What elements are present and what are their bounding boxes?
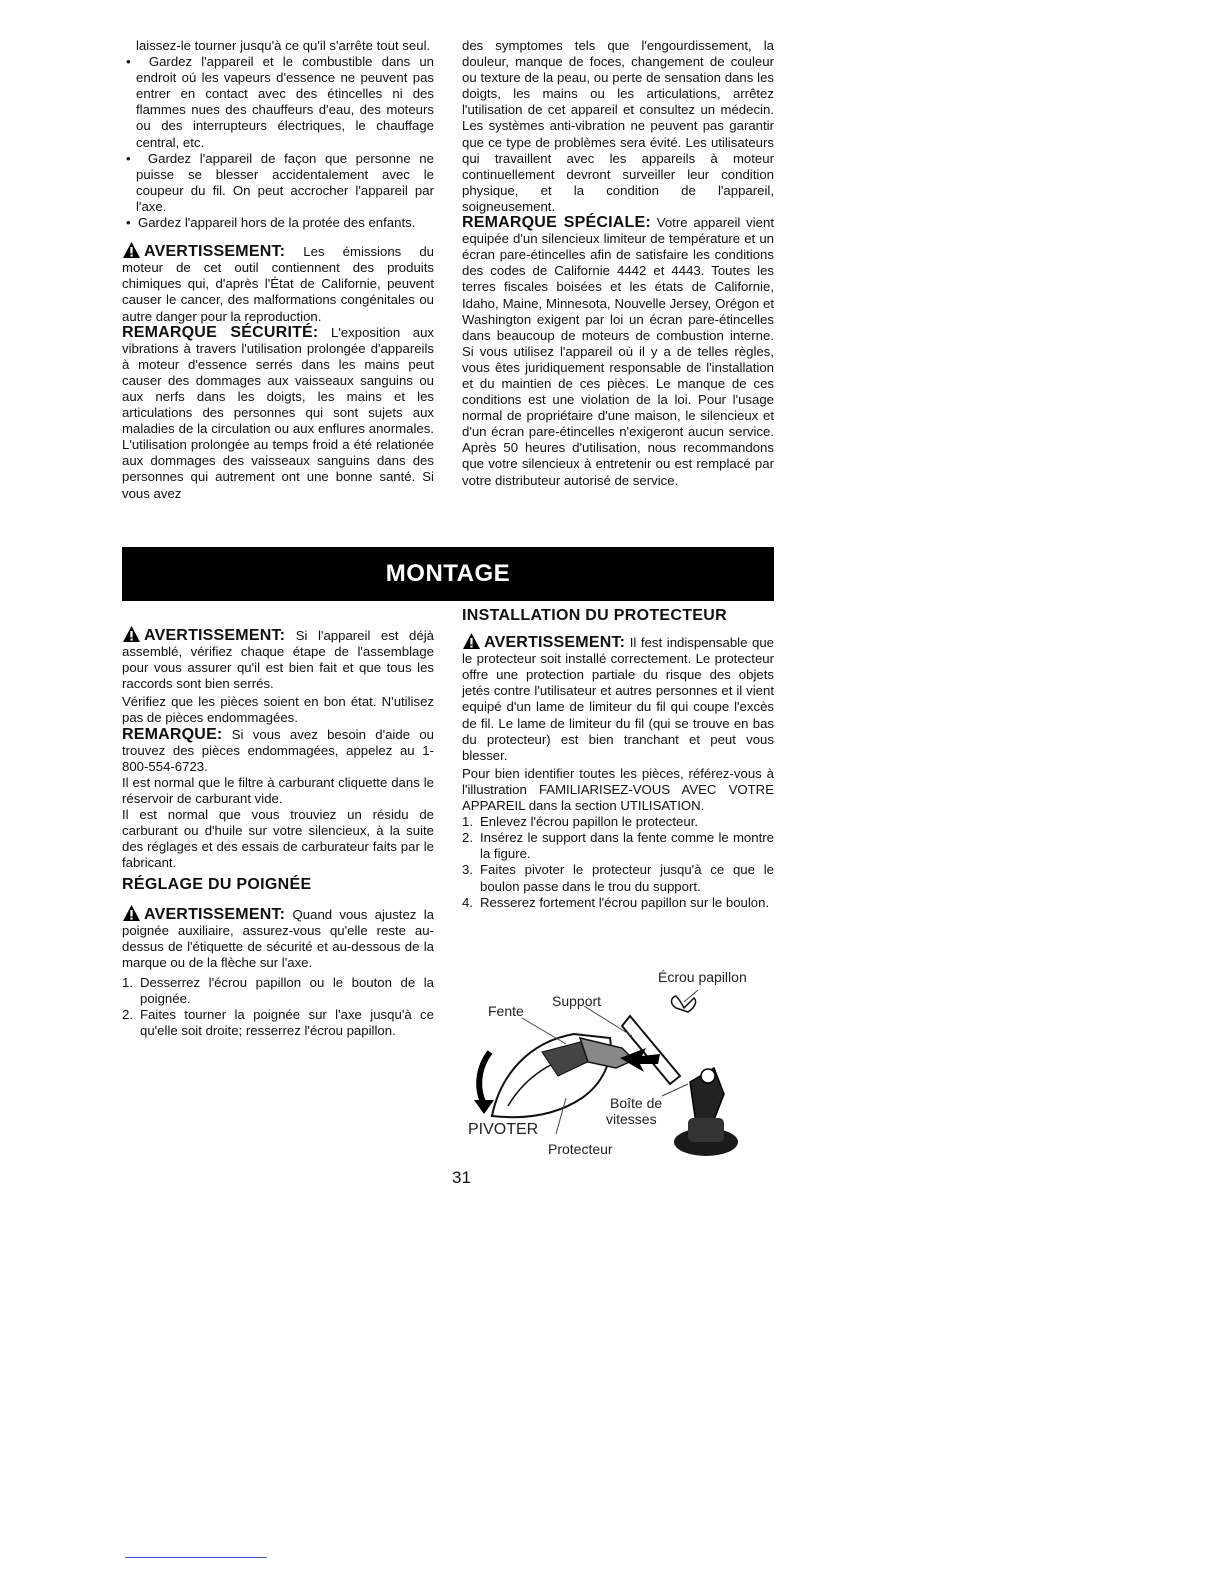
label-support: Support <box>552 993 602 1009</box>
wing-nut <box>672 996 696 1012</box>
warning-text: Si l'appareil est déjà assemblé, vérifiez chaque étape de l'assemblage pour vous assurer qu'il est bien fait et que tous les raccords sont bien serrés. <box>122 628 434 692</box>
warning-triangle-icon <box>122 241 141 259</box>
bullet-continuation: laissez-le tourner jusqu'à ce qu'il s'arrête tout seul. <box>136 38 431 53</box>
list-item: 1. Enlevez l'écrou papillon le protecteur. <box>462 814 699 830</box>
safety-continuation: des symptomes tels que l'engourdissement, la douleur, manque de foces, changement de couleur ou texture de la peau, ou perte de sensation dans les doigts, les mains ou les articulations, arrêtez l'utilisation de cet appareil et consultez un médecin. Les systèmes anti-vibration ne peuvent pas garantir que ce type de problèmes sera évité. Les utilisateurs qui travaillent avec les appareils à moteur continuellement devront surveiller leur condition physique, et la condition de l'appareil, soigneusement. <box>462 38 774 214</box>
handle-heading: RÉGLAGE DU POIGNÉE <box>122 876 312 894</box>
shaft <box>622 1016 680 1084</box>
guard-heading: INSTALLATION DU PROTECTEUR <box>462 607 727 624</box>
warning-label: AVERTISSEMENT: <box>484 634 626 652</box>
safety-text: L'exposition aux vibrations à travers l'utilisation prolongée d'appareils à moteur d'essence serrés dans les mains peut causer des dommages aux vaisseaux sanguins ou aux nerfs dans les doigts, les mains et les articulations des personnes qui sont sujets aux maladies de la circulation ou aux enflures anormales. L'utilisation prolongée au temps froid a été relationée aux dommages des vaisseaux sanguins dans des personnes qui autrement ont une bonne santé. Si vous avez <box>122 324 434 501</box>
assembly-warning <box>122 625 434 692</box>
col1-bottom <box>122 625 434 1039</box>
warning-triangle-icon <box>122 904 141 922</box>
list-item: 1. Desserrez l'écrou papillon ou le bouton de la poignée. <box>122 974 434 1006</box>
label-boite-de: Boîte de <box>610 1095 663 1111</box>
note-label: REMARQUE: <box>122 725 223 743</box>
identify-text: Pour bien identifier toutes les pièces, référez-vous à l'illustration FAMILIARISEZ-VOUS AVEC VOTRE APPAREIL dans la section UTILISATION. <box>462 765 774 814</box>
list-item: • Gardez l'appareil et le combustible dans un endroit oú les vapeurs d'essence ne peuvent pas entrer en contact avec des étincelles ni des flammes nues des chauffeurs d'eau, des moteurs ou des interrupteurs électriques, le chauffage central, etc. <box>122 54 434 151</box>
warning-text: Il fest indispensable que le protecteur soit installé correctement. Le protecteur offre une protection partiale du risque des objets jetés contre l'utilisateur et autres personnes et il vient equipé d'un lame de limiteur du fil qui coupe l'excès de fil. Le lame de limiteur du fil (qui se trouve en bas du protecteur) est bien tranchant et peut vous blesser. <box>462 635 774 763</box>
col2-bottom <box>462 608 774 911</box>
label-vitesses: vitesses <box>606 1111 657 1127</box>
warning-triangle-icon <box>462 632 481 650</box>
emissions-warning <box>122 241 434 324</box>
filter-text: Il est normal que le filtre à carburant cliquette dans le réservoir de carburant vide. <box>122 774 434 806</box>
list-item: • Gardez l'appareil de façon que personne ne puisse se blesser accidentalement avec le coupeur du fil. On peut accrocher l'appareil par l'axe. <box>122 151 434 215</box>
section-banner: MONTAGE <box>122 547 774 601</box>
special-text: Votre appareil vient equipée d'un silencieux limiteur de température et un écran pare-étincelles afin de satisfaire les conditions des codes de Californie 4442 et 4443. Toutes les terres fiscales boisées et les états de Californie, Idaho, Maine, Minnesota, Nouvelle Jersey, Orégon et Washington exigent par loi un écran pare-étincelles dans beaucoup de moteurs de combustion interne. Si vous utilisez l'appareil où il y a de telles règles, vous êtes juridiquement responsable de l'installation et du maintien de ces pièces. Le manque de ces conditions est une violation de la loi. Pour l'usage normal de propriétaire d'une maison, le silencieux et d'un écran pare-étincelles n'exigeront aucun service. Après 50 heures d'utilisation, nous recommandons que votre silencieux à entretenir ou est remplacé par votre distributeur autorisé de service. <box>462 215 774 488</box>
handle-warning <box>122 904 434 971</box>
list-item: • Gardez l'appareil hors de la protée des enfants. <box>122 215 434 231</box>
label-fente: Fente <box>488 1003 524 1019</box>
special-label: REMARQUE SPÉCIALE: <box>462 214 651 232</box>
guard-warning <box>462 632 774 764</box>
list-item: 3. Faites pivoter le protecteur jusqu'à ce que le boulon passe dans le trou du support. <box>462 862 774 894</box>
residue-text: Il est normal que vous trouviez un résidu de carburant ou d'huile sur votre silencieux, à la suite des réglages et des essais de carburateur faits par le fabricant. <box>122 807 434 871</box>
list-item: 2. Insérez le support dans la fente comme le montre la figure. <box>462 830 774 862</box>
handle-steps <box>122 975 434 1039</box>
label-ecrou-papillon: Écrou papillon <box>658 969 747 985</box>
guard-steps <box>462 814 774 911</box>
check-parts-text: Vérifiez que les pièces soient en bon état. N'utilisez pas de pièces endommagées. <box>122 694 434 726</box>
warning-label: AVERTISSEMENT: <box>144 905 286 923</box>
special-note <box>462 215 774 489</box>
label-protecteur: Protecteur <box>548 1141 613 1157</box>
col2-top <box>462 38 774 489</box>
warning-text: Les émissions du moteur de cet outil contiennent des produits chimiques qui, d'après l'État de Californie, peuvent causer le cancer, des malformations congénitales ou autre danger pour la reproduction. <box>122 244 435 324</box>
note-text: Si vous avez besoin d'aide ou trouvez des pièces endommagées, appelez au 1-800-554-6723. <box>122 726 434 774</box>
warning-label: AVERTISSEMENT: <box>144 243 286 261</box>
footer-line <box>125 1557 267 1558</box>
list-item: 2. Faites tourner la poignée sur l'axe jusqu'à ce qu'elle soit droite; resserrez l'écrou papillon. <box>122 1007 434 1039</box>
warning-text: Quand vous ajustez la poignée auxiliaire, assurez-vous qu'elle reste au-dessus de l'étiquette de sécurité et au-dessous de la marque ou de la flèche sur l'axe. <box>122 906 434 970</box>
col1-top <box>122 38 434 502</box>
label-pivoter: PIVOTER <box>468 1121 539 1138</box>
warning-label: AVERTISSEMENT: <box>144 627 286 644</box>
warning-triangle-icon <box>122 625 141 643</box>
safety-note <box>122 325 434 502</box>
safety-label: REMARQUE SÉCURITÉ: <box>122 323 319 341</box>
guard-installation-figure <box>462 964 774 1164</box>
list-item: 4. Resserez fortement l'écrou papillon sur le boulon. <box>462 894 770 910</box>
help-note <box>122 727 434 775</box>
page-number: 31 <box>452 1168 471 1187</box>
rotate-arrow-icon <box>479 1052 490 1104</box>
